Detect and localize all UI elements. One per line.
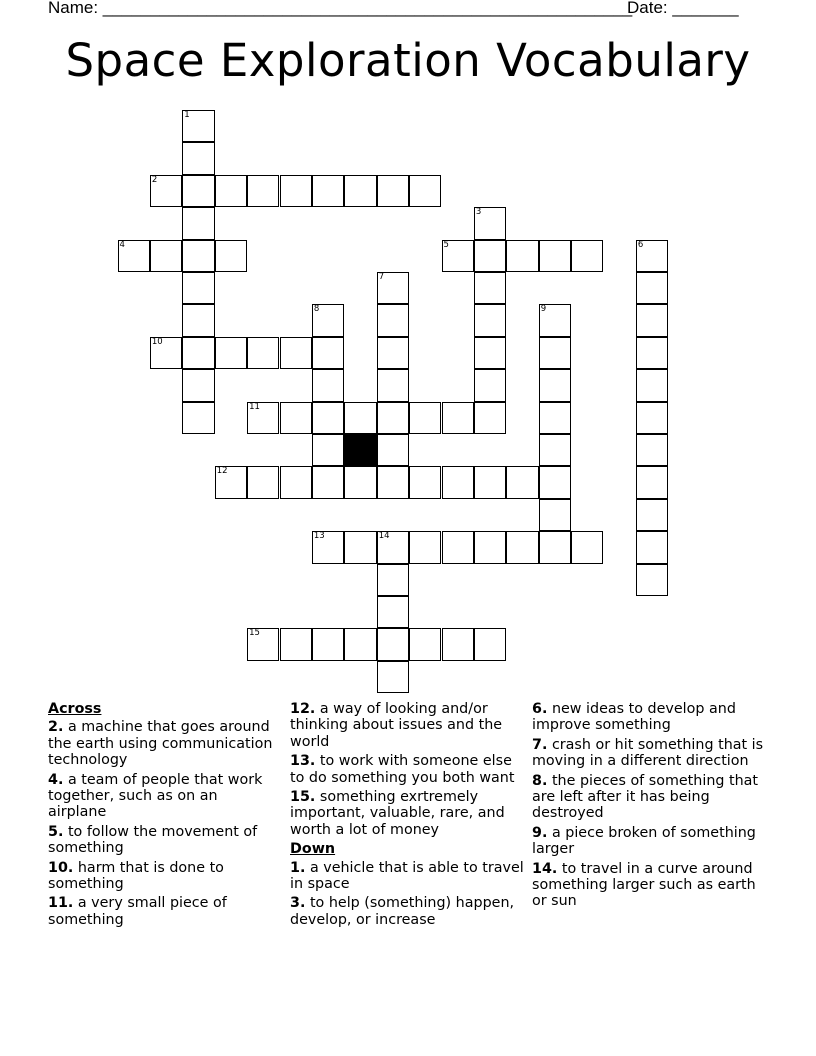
clues-column-3 xyxy=(532,701,772,913)
clue-across-2: 2. a machine that goes around the earth using communication technology xyxy=(48,719,273,769)
grid-cell[interactable] xyxy=(312,402,344,434)
grid-cell[interactable] xyxy=(182,369,214,401)
grid-cell[interactable] xyxy=(182,207,214,239)
grid-cell[interactable] xyxy=(377,466,409,498)
grid-cell[interactable] xyxy=(118,240,150,272)
across-heading: Across xyxy=(48,701,102,717)
grid-cell[interactable] xyxy=(377,272,409,304)
grid-cell[interactable] xyxy=(474,628,506,660)
grid-cell[interactable] xyxy=(474,207,506,239)
grid-cell[interactable] xyxy=(344,531,376,563)
grid-cell[interactable] xyxy=(377,531,409,563)
grid-cell[interactable] xyxy=(182,337,214,369)
grid-cell[interactable] xyxy=(506,466,538,498)
grid-cell[interactable] xyxy=(636,272,668,304)
grid-cell[interactable] xyxy=(182,304,214,336)
grid-cell[interactable] xyxy=(409,466,441,498)
grid-cell[interactable] xyxy=(442,402,474,434)
clue-across-11: 11. a very small piece of something xyxy=(48,895,227,928)
grid-cell[interactable] xyxy=(539,337,571,369)
cell-number: 2 xyxy=(151,174,158,185)
grid-cell[interactable] xyxy=(182,110,214,142)
page-title: Space Exploration Vocabulary xyxy=(65,34,751,87)
grid-cell[interactable] xyxy=(636,434,668,466)
grid-cell[interactable] xyxy=(215,175,247,207)
cell-number: 12 xyxy=(216,466,228,477)
grid-cell[interactable] xyxy=(247,337,279,369)
clue-across-4: 4. a team of people that work together, such as on an airplane xyxy=(48,771,263,821)
down-heading: Down xyxy=(290,841,336,858)
grid-cell[interactable] xyxy=(247,628,279,660)
grid-cell[interactable] xyxy=(312,175,344,207)
grid-cell[interactable] xyxy=(312,531,344,563)
grid-cell[interactable] xyxy=(312,304,344,336)
cell-number: 1 xyxy=(184,110,190,120)
grid-cell[interactable] xyxy=(442,240,474,272)
grid-cell[interactable] xyxy=(247,175,279,207)
grid-cell[interactable] xyxy=(636,531,668,563)
grid-cell[interactable] xyxy=(377,337,409,369)
grid-cell[interactable] xyxy=(344,466,376,498)
grid-cell[interactable] xyxy=(344,175,376,207)
grid-cell[interactable] xyxy=(636,499,668,531)
grid-cell[interactable] xyxy=(636,369,668,401)
grid-cell[interactable] xyxy=(474,304,506,336)
clue-across-10: 10. harm that is done to something xyxy=(48,859,224,893)
grid-cell[interactable] xyxy=(539,531,571,563)
cell-number: 11 xyxy=(249,401,260,412)
grid-cell[interactable] xyxy=(182,142,214,174)
grid-cell[interactable] xyxy=(474,337,506,369)
cell-number: 15 xyxy=(249,628,260,639)
grid-cell[interactable] xyxy=(344,628,376,660)
grid-cell[interactable] xyxy=(312,369,344,401)
grid-cell[interactable] xyxy=(539,434,571,466)
grid-cell[interactable] xyxy=(215,466,247,498)
cell-number: 8 xyxy=(313,304,320,315)
grid-cell[interactable] xyxy=(344,402,376,434)
grid-cell[interactable] xyxy=(474,531,506,563)
grid-cell[interactable] xyxy=(442,628,474,660)
grid-cell[interactable] xyxy=(474,240,506,272)
grid-cell[interactable] xyxy=(377,304,409,336)
grid-cell[interactable] xyxy=(280,402,312,434)
cell-number: 3 xyxy=(475,207,482,218)
clue-down-3: 3. to help (something) happen, develop, or increase xyxy=(290,895,515,928)
cell-number: 4 xyxy=(119,239,125,250)
grid-cell[interactable] xyxy=(539,499,571,531)
grid-cell[interactable] xyxy=(506,531,538,563)
grid-cell[interactable] xyxy=(506,240,538,272)
date-field: Date: _______ xyxy=(627,0,739,17)
cell-number: 6 xyxy=(637,239,644,250)
grid-cell[interactable] xyxy=(474,466,506,498)
grid-cell[interactable] xyxy=(636,564,668,596)
grid-cell[interactable] xyxy=(442,466,474,498)
grid-cell[interactable] xyxy=(636,304,668,336)
grid-cell[interactable] xyxy=(539,369,571,401)
grid-cell[interactable] xyxy=(182,175,214,207)
grid-cell[interactable] xyxy=(377,434,409,466)
grid-cell[interactable] xyxy=(442,531,474,563)
clue-across-5: 5. to follow the movement of something xyxy=(48,823,258,857)
grid-cell[interactable] xyxy=(312,434,344,466)
grid-cell[interactable] xyxy=(150,337,182,369)
grid-cell[interactable] xyxy=(312,466,344,498)
grid-cell[interactable] xyxy=(636,466,668,498)
grid-cell[interactable] xyxy=(571,531,603,563)
grid-cell[interactable] xyxy=(474,272,506,304)
grid-cell[interactable] xyxy=(312,628,344,660)
cell-number: 9 xyxy=(540,304,547,315)
grid-cell[interactable] xyxy=(312,337,344,369)
grid-cell[interactable] xyxy=(539,240,571,272)
clues-column-2 xyxy=(290,701,526,931)
grid-cell[interactable] xyxy=(280,628,312,660)
grid-cell[interactable] xyxy=(280,175,312,207)
clue-across-15: 15. something exrtremely important, valuable, rare, and worth a lot of money xyxy=(290,789,505,838)
cell-number: 5 xyxy=(443,239,449,250)
grid-cell[interactable] xyxy=(474,369,506,401)
cell-number: 13 xyxy=(313,531,325,542)
grid-cell[interactable] xyxy=(409,628,441,660)
clue-down-7: 7. crash or hit something that is moving in a different direction xyxy=(532,736,764,770)
grid-cell[interactable] xyxy=(474,402,506,434)
grid-cell[interactable] xyxy=(215,337,247,369)
cell-number: 10 xyxy=(151,336,163,347)
grid-cell[interactable] xyxy=(409,402,441,434)
clue-down-9: 9. a piece broken of something larger xyxy=(532,824,756,858)
name-field: Name: ________________________________________________________ xyxy=(48,0,633,17)
grid-cell[interactable] xyxy=(150,175,182,207)
grid-cell[interactable] xyxy=(636,402,668,434)
grid-cell[interactable] xyxy=(571,240,603,272)
grid-cell[interactable] xyxy=(182,402,214,434)
grid-cell[interactable] xyxy=(377,564,409,596)
clue-down-14: 14. to travel in a curve around something larger such as earth or sun xyxy=(532,860,756,910)
grid-cell[interactable] xyxy=(215,240,247,272)
grid-cell[interactable] xyxy=(247,466,279,498)
grid-cell[interactable] xyxy=(377,175,409,207)
black-cell xyxy=(344,434,376,466)
clue-down-8: 8. the pieces of something that are left after it has being destroyed xyxy=(532,772,759,822)
clue-down-6: 6. new ideas to develop and improve something xyxy=(532,701,736,734)
grid-cell[interactable] xyxy=(377,402,409,434)
grid-cell[interactable] xyxy=(182,240,214,272)
grid-cell[interactable] xyxy=(636,240,668,272)
cell-number: 14 xyxy=(378,531,390,542)
grid-cell[interactable] xyxy=(377,661,409,693)
grid-cell[interactable] xyxy=(377,596,409,628)
clue-across-13: 13. to work with someone else to do something you both want xyxy=(290,753,515,786)
grid-cell[interactable] xyxy=(182,272,214,304)
cell-number: 7 xyxy=(378,272,385,282)
clue-down-1: 1. a vehicle that is able to travel in space xyxy=(290,859,524,893)
grid-cell[interactable] xyxy=(280,466,312,498)
grid-cell[interactable] xyxy=(150,240,182,272)
grid-cell[interactable] xyxy=(539,304,571,336)
grid-cell[interactable] xyxy=(539,402,571,434)
grid-cell[interactable] xyxy=(377,369,409,401)
grid-cell[interactable] xyxy=(539,466,571,498)
grid-cell[interactable] xyxy=(280,337,312,369)
grid-cell[interactable] xyxy=(409,531,441,563)
grid-cell[interactable] xyxy=(636,337,668,369)
grid-cell[interactable] xyxy=(409,175,441,207)
clues-column-1 xyxy=(48,701,274,931)
grid-cell[interactable] xyxy=(377,628,409,660)
clue-across-12: 12. a way of looking and/or thinking about issues and the world xyxy=(290,701,503,750)
grid-cell[interactable] xyxy=(247,402,279,434)
